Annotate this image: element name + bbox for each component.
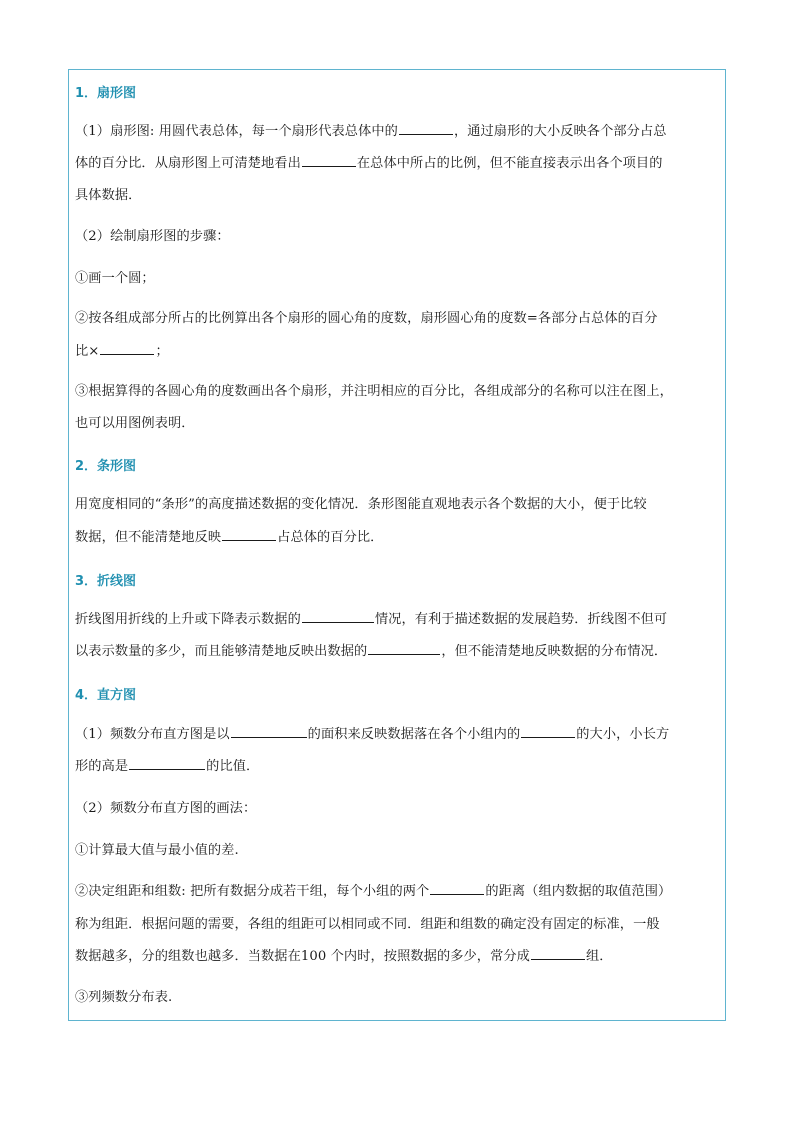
text-line	[75, 723, 669, 742]
fill-in-blank[interactable]	[368, 643, 440, 655]
fill-in-blank[interactable]	[222, 529, 276, 541]
text-line: 具体数据．	[75, 188, 142, 203]
text-line	[75, 640, 667, 659]
fill-in-blank[interactable]	[100, 343, 154, 355]
section-heading-line-chart: 3．折线图	[75, 574, 137, 589]
text-line	[75, 340, 169, 359]
text-line: ①画一个圆；	[75, 271, 155, 286]
text-segment: 占总体的百分比．	[277, 530, 384, 545]
content-box	[68, 69, 726, 1021]
text-line	[75, 152, 663, 171]
text-line: ③根据算得的各圆心角的度数画出各个扇形，并注明相应的百分比，各组成部分的名称可以注在图上，	[75, 384, 673, 399]
text-segment: 比×	[75, 344, 100, 359]
text-segment: 数据越多，分的组数也越多．当数据在100 个内时，按照数据的多少，常分成	[75, 949, 530, 964]
text-segment: （1）频数分布直方图是以	[75, 727, 230, 742]
text-segment: 组．	[585, 949, 613, 964]
section-heading-histogram: 4．直方图	[75, 688, 137, 703]
text-line	[75, 880, 671, 899]
text-line: （2）绘制扇形图的步骤：	[75, 229, 230, 244]
text-segment: ；	[155, 344, 169, 359]
text-segment: 折线图用折线的上升或下降表示数据的	[75, 612, 301, 627]
fill-in-blank[interactable]	[129, 758, 205, 770]
text-segment: 以表示数量的多少，而且能够清楚地反映出数据的	[75, 644, 368, 659]
fill-in-blank[interactable]	[399, 123, 453, 135]
text-segment: 的比值．	[206, 759, 260, 774]
text-line	[75, 945, 613, 964]
text-segment: 的距离（组内数据的取值范围）	[485, 884, 672, 899]
text-line: （2）频数分布直方图的画法：	[75, 801, 257, 816]
text-segment: 在总体中所占的比例，但不能直接表示出各个项目的	[356, 156, 663, 171]
text-segment: 的大小，小长方	[576, 727, 670, 742]
fill-in-blank[interactable]	[521, 726, 575, 738]
text-segment: ②决定组距和组数: 把所有数据分成若干组，每个小组的两个	[75, 884, 430, 899]
fill-in-blank[interactable]	[231, 726, 307, 738]
fill-in-blank[interactable]	[531, 948, 585, 960]
text-line: 用宽度相同的“条形”的高度描述数据的变化情况．条形图能直观地表示各个数据的大小，便于比较	[75, 497, 647, 512]
text-segment: 形的高是	[75, 759, 129, 774]
fill-in-blank[interactable]	[302, 611, 374, 623]
section-heading-bar-chart: 2．条形图	[75, 459, 137, 474]
text-segment: ，但不能清楚地反映数据的分布情况．	[441, 644, 668, 659]
text-line	[75, 526, 383, 545]
text-segment: 数据，但不能清楚地反映	[75, 530, 222, 545]
text-line: ①计算最大值与最小值的差.	[75, 843, 239, 858]
text-line: ③列频数分布表.	[75, 990, 173, 1005]
fill-in-blank[interactable]	[302, 155, 356, 167]
fill-in-blank[interactable]	[430, 883, 484, 895]
text-line: 也可以用图例表明．	[75, 416, 195, 431]
text-segment: 的面积来反映数据落在各个小组内的	[307, 727, 521, 742]
text-line	[75, 608, 667, 627]
text-line: ②按各组成部分所占的比例算出各个扇形的圆心角的度数，扇形圆心角的度数=各部分占总体的百分	[75, 311, 658, 326]
section-heading-pie-chart: 1．扇形图	[75, 86, 137, 101]
text-line: 称为组距．根据问题的需要，各组的组距可以相同或不同．组距和组数的确定没有固定的标准，一般	[75, 917, 660, 932]
text-segment: （1）扇形图: 用圆代表总体，每一个扇形代表总体中的	[75, 124, 398, 139]
text-segment: 情况，有利于描述数据的发展趋势．折线图不但可	[374, 612, 668, 627]
text-segment: ，通过扇形的大小反映各个部分占总	[453, 124, 667, 139]
text-line	[75, 120, 667, 139]
text-segment: 体的百分比．从扇形图上可清楚地看出	[75, 156, 301, 171]
text-line	[75, 755, 259, 774]
